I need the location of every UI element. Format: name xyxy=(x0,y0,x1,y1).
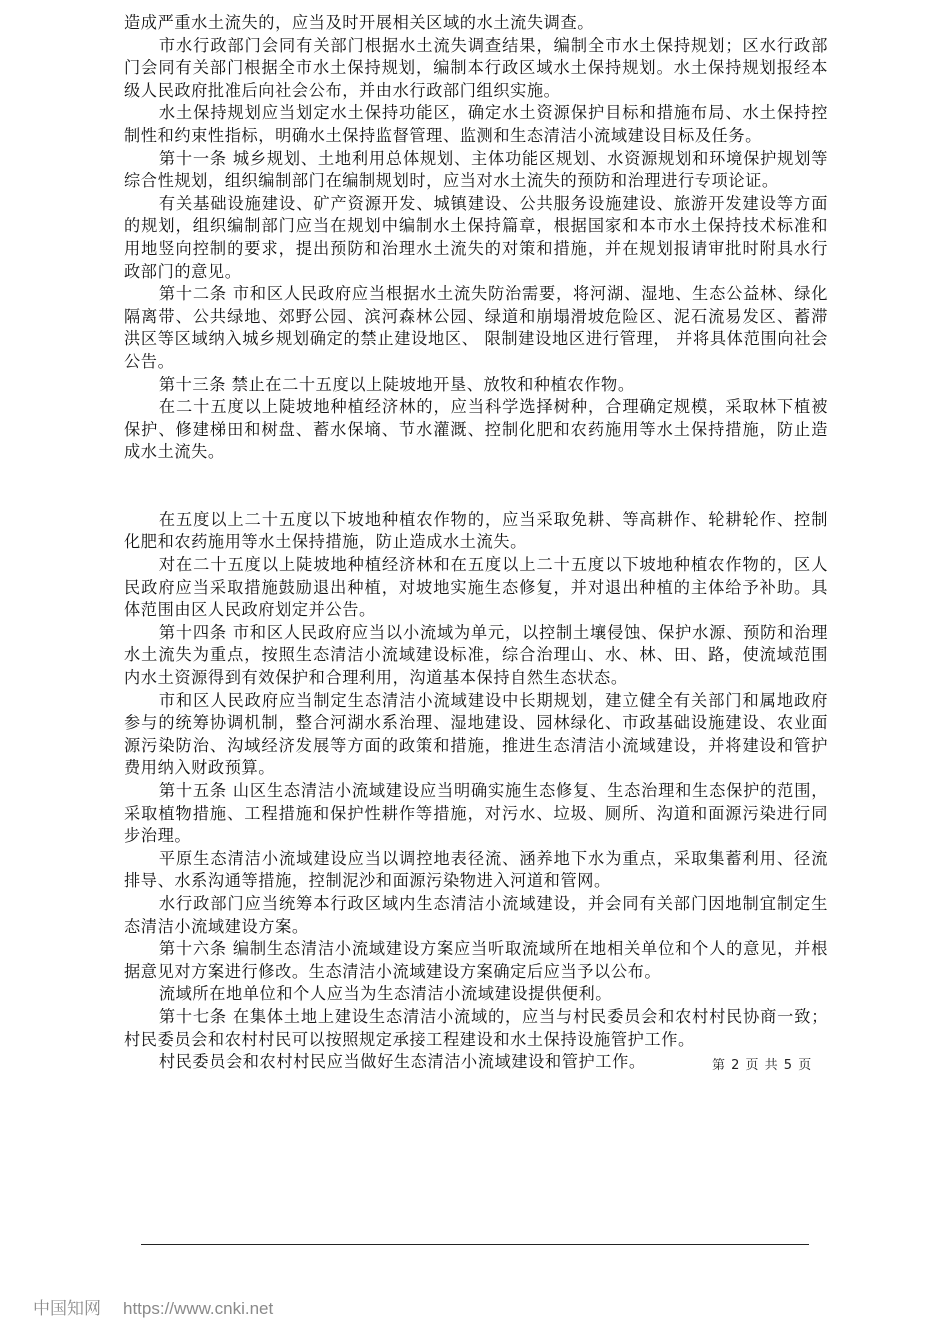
footer-divider xyxy=(141,1244,809,1245)
paragraph: 市和区人民政府应当制定生态清洁小流域建设中长期规划，建立健全有关部门和属地政府参与的统筹协调机制，整合河湖水系治理、湿地建设、园林绿化、市政基础设施建设、农业面源污染防治、沟域经济发展等方面的政策和措施，推进生态清洁小流域建设，并将建设和管护费用纳入财政预算。 xyxy=(124,690,828,778)
paragraph: 水行政部门应当统筹本行政区域内生态清洁小流域建设，并会同有关部门因地制宜制定生态清洁小流域建设方案。 xyxy=(124,893,828,936)
watermark-footer xyxy=(33,1294,273,1319)
paragraph: 在五度以上二十五度以下坡地种植农作物的，应当采取免耕、等高耕作、轮耕轮作、控制化肥和农药施用等水土保持措施，防止造成水土流失。 xyxy=(124,509,828,552)
blank-gap xyxy=(124,464,828,509)
article-16-paragraph: 第十六条 编制生态清洁小流域建设方案应当听取流域所在地相关单位和个人的意见，并根据意见对方案进行修改。生态清洁小流域建设方案确定后应当予以公布。 xyxy=(124,939,828,981)
paragraph: 在二十五度以上陡坡地种植经济林的，应当科学选择树种，合理确定规模，采取林下植被保护、修建梯田和树盘、蓄水保墒、节水灌溉、控制化肥和农药施用等水土保持措施，防止造成水土流失。 xyxy=(124,397,828,462)
article-13-paragraph: 第十三条 禁止在二十五度以上陡坡地开垦、放牧和种植农作物。 xyxy=(158,374,635,394)
paragraph: 水土保持规划应当划定水土保持功能区，确定水土资源保护目标和措施布局、水土保持控制性和约束性指标，明确水土保持监督管理、监测和生态清洁小流域建设目标及任务。 xyxy=(124,103,828,145)
page-number: 第 2 页 共 5 页 xyxy=(712,1058,813,1073)
cnki-brand: 中国知网 xyxy=(33,1299,101,1318)
article-17-paragraph: 第十七条 在集体土地上建设生态清洁小流域的，应当与村民委员会和农村村民协商一致；村民委员会和农村村民可以按照规定承接工程建设和水土保持设施管护工作。 xyxy=(124,1006,828,1049)
paragraph: 有关基础设施建设、矿产资源开发、城镇建设、公共服务设施建设、旅游开发建设等方面的规划，组织编制部门应当在规划中编制水土保持篇章，根据国家和本市水土保持技术标准和用地竖向控制的要求，提出预防和治理水土流失的对策和措施，并在规划报请审批时附具水行政部门的意见。 xyxy=(124,193,828,281)
cnki-url-link[interactable]: https://www.cnki.net xyxy=(123,1299,274,1318)
paragraph: 平原生态清洁小流域建设应当以调控地表径流、涵养地下水为重点，采取集蓄利用、径流排导、水系沟通等措施，控制泥沙和面源污染物进入河道和管网。 xyxy=(124,848,828,891)
paragraph: 村民委员会和农村村民应当做好生态清洁小流域建设和管护工作。 xyxy=(158,1052,646,1072)
paragraph: 造成严重水土流失的，应当及时开展相关区域的水土流失调查。 xyxy=(124,13,595,32)
paragraph: 市水行政部门会同有关部门根据水土流失调查结果，编制全市水土保持规划；区水行政部门会同有关部门根据全市水土保持规划，编制本行政区域水土保持规划。水土保持规划报经本级人民政府批准后向社会公布，并由水行政部门组织实施。 xyxy=(124,35,828,100)
article-12-paragraph: 第十二条 市和区人民政府应当根据水土流失防治需要，将河湖、湿地、生态公益林、绿化隔离带、公共绿地、郊野公园、滨河森林公园、绿道和崩塌滑坡危险区、泥石流易发区、蓄滞洪区等区域纳入城乡规划确定的禁止建设地区、 限制建设地区进行管理， 并将具体范围向社会公告。 xyxy=(124,284,828,371)
paragraph: 流域所在地单位和个人应当为生态清洁小流域建设提供便利。 xyxy=(158,984,613,1004)
paragraph: 对在二十五度以上陡坡地种植经济林和在五度以上二十五度以下坡地种植农作物的，区人民政府应当采取措施鼓励退出种植，对坡地实施生态修复，并对退出种植的主体给予补助。具体范围由区人民政府划定并公告。 xyxy=(124,555,828,620)
article-11-paragraph: 第十一条 城乡规划、土地利用总体规划、主体功能区规划、水资源规划和环境保护规划等综合性规划，组织编制部门在编制规划时，应当对水土流失的预防和治理进行专项论证。 xyxy=(124,148,828,191)
document-body xyxy=(124,12,828,1074)
article-15-paragraph: 第十五条 山区生态清洁小流域建设应当明确实施生态修复、生态治理和生态保护的范围，采取植物措施、工程措施和保护性耕作等措施，对污水、垃圾、厕所、沟道和面源污染进行同步治理。 xyxy=(124,781,828,846)
article-14-paragraph: 第十四条 市和区人民政府应当以小流域为单元，以控制土壤侵蚀、保护水源、预防和治理水土流失为重点，按照生态清洁小流域建设标准，综合治理山、水、林、田、路，使流域范围内水土资源得到有效保护和合理利用，沟道基本保持自然生态状态。 xyxy=(124,622,828,688)
